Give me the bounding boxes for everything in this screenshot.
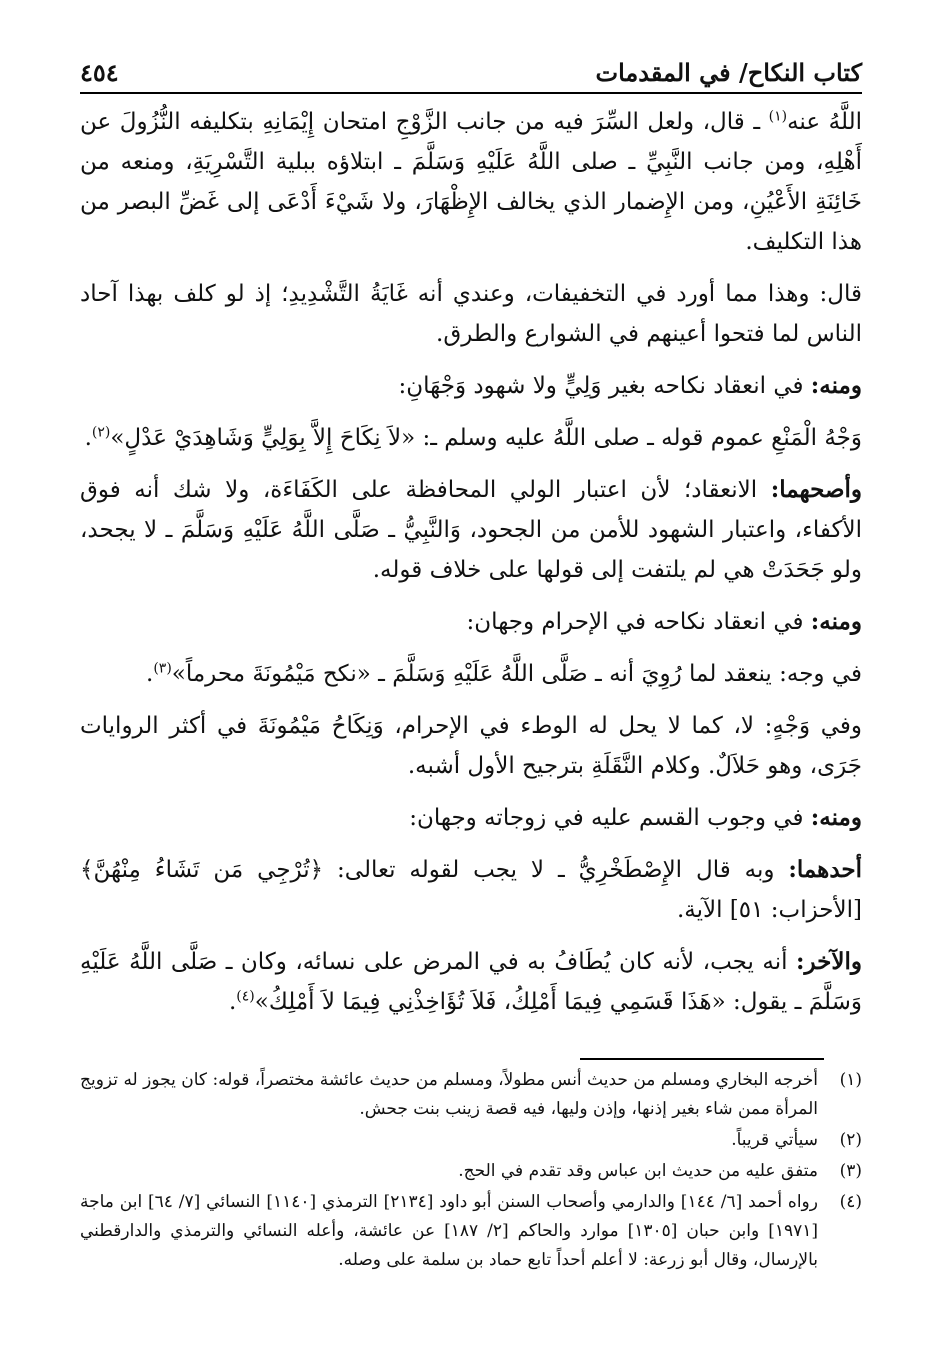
paragraph-lead: ومنه: bbox=[810, 372, 862, 399]
header-rule bbox=[80, 92, 862, 94]
paragraph-lead: ومنه: bbox=[810, 608, 862, 635]
page-header bbox=[80, 48, 862, 96]
footnote-number: (١) bbox=[839, 1070, 862, 1090]
paragraph-lead: ومنه: bbox=[810, 804, 862, 831]
footnote-number: (٢) bbox=[839, 1130, 862, 1150]
running-title: كتاب النكاح/ في المقدمات bbox=[595, 57, 862, 87]
footnote bbox=[80, 1188, 862, 1275]
footnote bbox=[80, 1126, 862, 1155]
page-number: ٤٥٤ bbox=[80, 57, 119, 87]
paragraph: والآخر: أنه يجب، لأنه كان يُطَافُ به في المرض على نسائه، وكان ـ صَلَّى اللَّهُ عَلَيْهِ وَسَلَّمَ ـ يقول: «هَذَا قَسَمِي فِيمَا أَمْلِكُ، فَلاَ تُؤَاخِذْنِي فِيمَا لاَ أَمْلِكُ»$^{(٤)}$. bbox=[80, 948, 862, 1015]
paragraph: قال: وهذا مما أورد في التخفيفات، وعندي أنه غَايَةُ التَّشْدِيدِ؛ إذ لو كلف بهذا آحاد الناس لما فتحوا أعينهم في الشوارع والطرق. bbox=[80, 281, 862, 347]
footnote-ref: (٤) bbox=[236, 988, 255, 1005]
paragraph-lead: أحدهما: bbox=[788, 856, 862, 883]
footnote-ref: (٣) bbox=[153, 660, 172, 677]
paragraph: ومنه: في انعقاد نكاحه في الإحرام وجهان: bbox=[466, 608, 862, 635]
paragraph-lead: وأصحهما: bbox=[770, 476, 862, 503]
footnote-ref: (١) bbox=[768, 108, 788, 125]
footnote-ref: (٢) bbox=[91, 424, 111, 441]
footnotes bbox=[80, 1066, 862, 1277]
footnote-text: سيأتي قريباً. bbox=[731, 1130, 818, 1150]
footnote-number: (٤) bbox=[839, 1192, 862, 1212]
paragraph: في وجه: ينعقد لما رُوِيَ أنه ـ صَلَّى اللَّهُ عَلَيْهِ وَسَلَّمَ ـ «نكح مَيْمُونَةَ محرماً»$^{(٣)}$. bbox=[146, 660, 862, 687]
paragraph: وفي وَجْهٍ: لا، كما لا يحل له الوطء في الإحرام، وَنِكَاحُ مَيْمُونَةَ في أكثر الروايات جَرَى، وهو حَلاَلٌ. وكلام النَّقَلَةِ بترجيح الأول أشبه. bbox=[80, 713, 862, 779]
main-text bbox=[80, 102, 862, 1034]
paragraph-lead: والآخر: bbox=[795, 948, 862, 975]
paragraph: ومنه: في انعقاد نكاحه بغير وَلِيٍّ ولا شهود وَجْهَانِ: bbox=[398, 372, 862, 399]
paragraph: اللَّهُ عنه$^{(١)}$ ـ قال، ولعل السِّرَ فيه من جانب الزَّوْجِ امتحان إِيْمَانِهِ بتكليفه النُّزُولَ عن أَهْلِهِ، ومن جانب النَّبِيِّ ـ صلى اللَّهُ عَلَيْهِ وَسَلَّمَ ـ ابتلاؤه ببلية التَّسْرِيَةِ، ومنعه من خَائِنَةِ الأَعْيُنِ، ومن الإِضمار الذي يخالف الإِظْهَارَ، ولا شَيْءَ أَدْعَى إلى غَضِّ البصر من هذا التكليف. bbox=[80, 108, 862, 255]
footnote-text: متفق عليه من حديث ابن عباس وقد تقدم في الحج. bbox=[458, 1161, 818, 1181]
footnote bbox=[80, 1066, 862, 1124]
paragraph: ومنه: في وجوب القسم عليه في زوجاته وجهان: bbox=[409, 804, 862, 831]
footnote-rule bbox=[580, 1058, 824, 1060]
footnote bbox=[80, 1157, 862, 1186]
paragraph: وأصحهما: الانعقاد؛ لأن اعتبار الولي المحافظة على الكَفَاءَة، ولا شك أنه فوق الأكفاء، واعتبار الشهود للأمن من الجحود، وَالنَّبِيُّ ـ صَلَّى اللَّهُ عَلَيْهِ وَسَلَّمَ ـ لا يجحد، ولو جَحَدَتْ هي لم يلتفت إلى قولها على خلاف قوله. bbox=[80, 476, 862, 583]
paragraph: أحدهما: وبه قال الإِصْطَخْرِيُّ ـ لا يجب لقوله تعالى: ﴿تُرْجِي مَن تَشَاءُ مِنْهُنَّ﴾ [الأحزاب: ٥١] الآية. bbox=[80, 856, 862, 923]
footnote-text: رواه أحمد [٦/ ١٤٤] والدارمي وأصحاب السنن أبو داود [٢١٣٤] الترمذي [١١٤٠] النسائي [٧/ ٦٤] ابن ماجة [١٩٧١] وابن حبان [١٣٠٥] موارد والحاكم [٢/ ١٨٧] عن عائشة، وأعله النسائي والترمذي والدارقطني بالإرسال، وقال أبو زرعة: لا أعلم أحداً تابع حماد بن سلمة على وصله. bbox=[80, 1192, 818, 1270]
footnote-number: (٣) bbox=[839, 1161, 862, 1181]
paragraph: وَجْهُ الْمَنْعِ عموم قوله ـ صلى اللَّهُ عليه وسلم ـ: «لاَ نِكَاحَ إِلاَّ بِوَلِيٍّ وَشَاهِدَيْ عَدْلٍ»$^{(٢)}$. bbox=[84, 424, 862, 451]
footnote-text: أخرجه البخاري ومسلم من حديث أنس مطولاً، ومسلم من حديث عائشة مختصراً، قوله: كان يجوز له تزويج المرأة ممن شاء بغير إذنها، وإذن وليها، فيه قصة زينب بنت جحش. bbox=[80, 1070, 818, 1119]
